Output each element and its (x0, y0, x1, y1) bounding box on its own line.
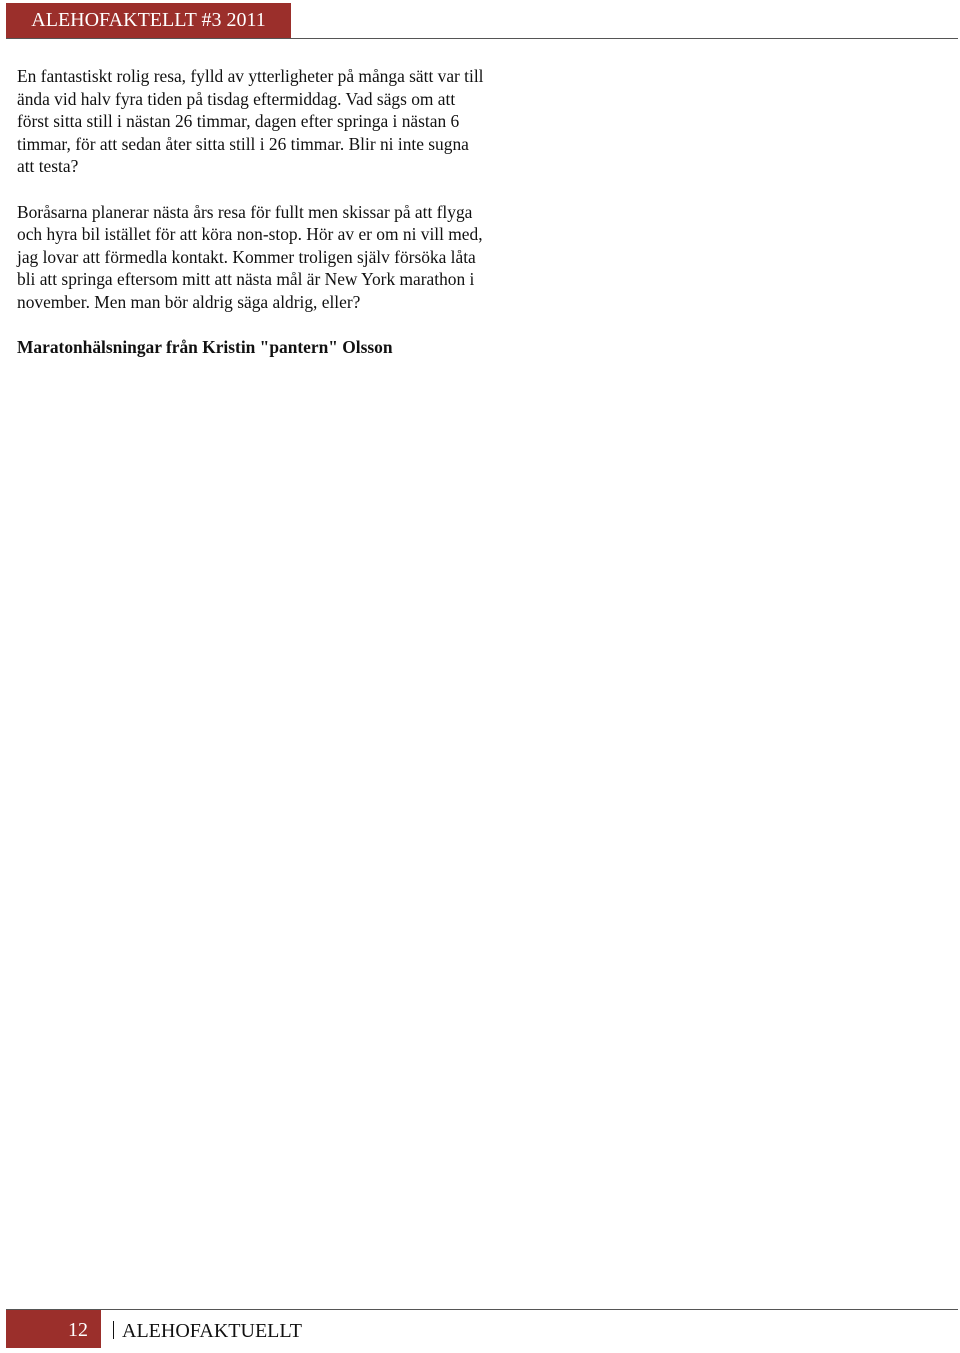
footer-publication (113, 1318, 302, 1344)
article-body (17, 65, 487, 359)
footer-publication-name: ALEHOFAKTUELLT (122, 1320, 302, 1342)
page-number: 12 (6, 1310, 101, 1348)
article-paragraph: Boråsarna planerar nästa års resa för fullt men skissar på att flyga och hyra bil istället för att köra non-stop. Hör av er om ni vill med, jag lovar att förmedla kontakt. Kommer troligen själv försöka låta bli att springa eftersom mitt att nästa mål är New York marathon i november. Men man bör aldrig säga aldrig, eller? (17, 201, 483, 312)
header-rule (6, 38, 958, 39)
footer-rule (6, 1309, 958, 1310)
article-paragraph: En fantastiskt rolig resa, fylld av ytterligheter på många sätt var till ända vid halv fyra tiden på tisdag eftermiddag. Vad sägs om att först sitta still i nästan 26 timmar, dagen efter springa i nästan 6 timmar, för att sedan åter sitta still i 26 timmar. Blir ni inte sugna att testa? (17, 66, 484, 177)
header-title: ALEHOFAKTELLT #3 2011 (6, 3, 291, 38)
article-signature: Maratonhälsningar från Kristin "pantern" Olsson (17, 337, 393, 358)
footer-separator (113, 1321, 114, 1339)
